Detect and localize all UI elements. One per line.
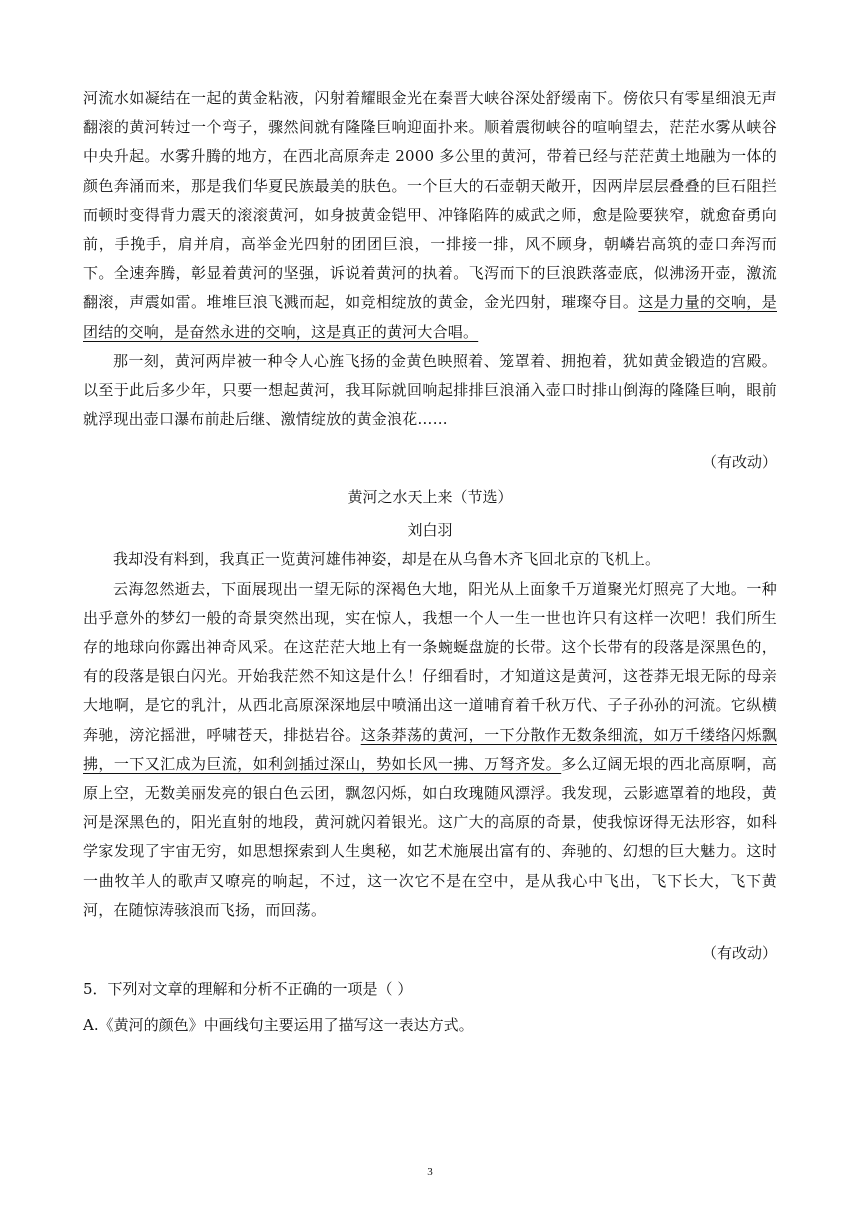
passage1-source-note: （有改动） (701, 453, 777, 472)
passage2-para2-text-b: 多么辽阔无垠的西北高原啊，高原上空，无数美丽发亮的银白色云团，飘忽闪烁，如白玫瑰随风漂浮。我发现，云影遮罩着的地段，黄河是深黑色的，阳光直射的地段，黄河就闪着银光。这广大的高原的奇景，使我惊讶得无法形容，如科学家发现了宇宙无穷，如思想探索到人生奥秘，如艺术施展出富有的、奔驰的、幻想的巨大魅力。这时一曲牧羊人的歌声又嘹亮的响起，不过，这一次它不是在空中，是从我心中飞出，飞下长大，飞下黄河，在随惊涛骇浪而飞扬，而回荡。 (83, 754, 777, 919)
passage2-title: 黄河之水天上来（节选） (347, 488, 513, 507)
question-option-a: A.《黄河的颜色》中画线句主要运用了描写这一表达方式。 (83, 1016, 474, 1035)
passage1-underlined-sentence: 这是力量的交响，是团结的交响，是奋然永进的交响，这是真正的黄河大合唱。 (83, 293, 777, 341)
document-page (83, 84, 777, 1040)
passage1-para1-text: 河流水如凝结在一起的黄金粘液，闪射着耀眼金光在秦晋大峡谷深处舒缓南下。傍依只有零星细浪无声翻滚的黄河转过一个弯子，骤然间就有隆隆巨响迎面扑来。顺着震彻峡谷的喧响望去，茫茫水雾从峡谷中央升起。水雾升腾的地方，在西北高原奔走 2000 多公里的黄河，带着已经与茫茫黄土地融为一体的颜色奔涌而来，那是我们华夏民族最美的肤色。一个巨大的石壶朝天敞开，因两岸层层叠叠的巨石阻拦而顿时变得背力震天的滚滚黄河，如身披黄金铠甲、冲锋陷阵的威武之师，愈是险要狭窄，就愈奋勇向前，手挽手，肩并肩，高举金光四射的团团巨浪，一排接一排，风不顾身，朝嶙岩高筑的壶口奔泻而下。全速奔腾，彰显着黄河的坚强，诉说着黄河的执着。飞泻而下的巨浪跌落壶底，似沸汤开壶，激流翻滚，声震如雷。堆堆巨浪飞溅而起，如竞相绽放的黄金，金光四射，璀璨夺目。 (83, 89, 777, 312)
passage1-paragraph-1 (83, 84, 777, 347)
passage2-paragraph-2 (83, 575, 777, 925)
passage2-author: 刘白羽 (407, 521, 453, 540)
passage1-paragraph-2: 那一刻，黄河两岸被一种令人心旌飞扬的金黄色映照着、笼罩着、拥抱着，犹如黄金锻造的宫殿。以至于此后多少年，只要一想起黄河，我耳际就回响起排排巨浪涌入壶口时排山倒海的隆隆巨响，眼前就浮现出壶口瀑布前赴后继、激情绽放的黄金浪花…… (83, 351, 777, 429)
passage2-para2-text-a: 云海忽然逝去，下面展现出一望无际的深褐色大地，阳光从上面象千万道聚光灯照亮了大地。一种出乎意外的梦幻一般的奇景突然出现，实在惊人，我想一个人一生一世也许只有这样一次吧！我们所生存的地球向你露出神奇风采。在这茫茫大地上有一条蜿蜒盘旋的长带。这个长带有的段落是深黑色的，有的段落是银白闪光。开始我茫然不知这是什么！仔细看时，才知道这是黄河，这苍莽无垠无际的母亲大地啊，是它的乳汁，从西北高原深深地层中喷涌出这一道哺育着千秋万代、子子孙孙的河流。它纵横奔驰，滂沱摇泄，呼啸苍天，排挞岩谷。 (83, 579, 777, 744)
question-stem: 5．下列对文章的理解和分析不正确的一项是（ ） (83, 980, 413, 999)
page-number: 3 (427, 1166, 433, 1178)
passage2-source-note: （有改动） (701, 944, 777, 963)
passage2-underlined-sentence: 这条莽荡的黄河，一下分散作无数条细流，如万千缕络闪烁飘拂，一下又汇成为巨流，如利剑插过深山，势如长风一拂、万弩齐发。 (83, 725, 777, 773)
passage2-paragraph-1: 我却没有料到，我真正一览黄河雄伟神姿，却是在从乌鲁木齐飞回北京的飞机上。 (113, 550, 661, 569)
